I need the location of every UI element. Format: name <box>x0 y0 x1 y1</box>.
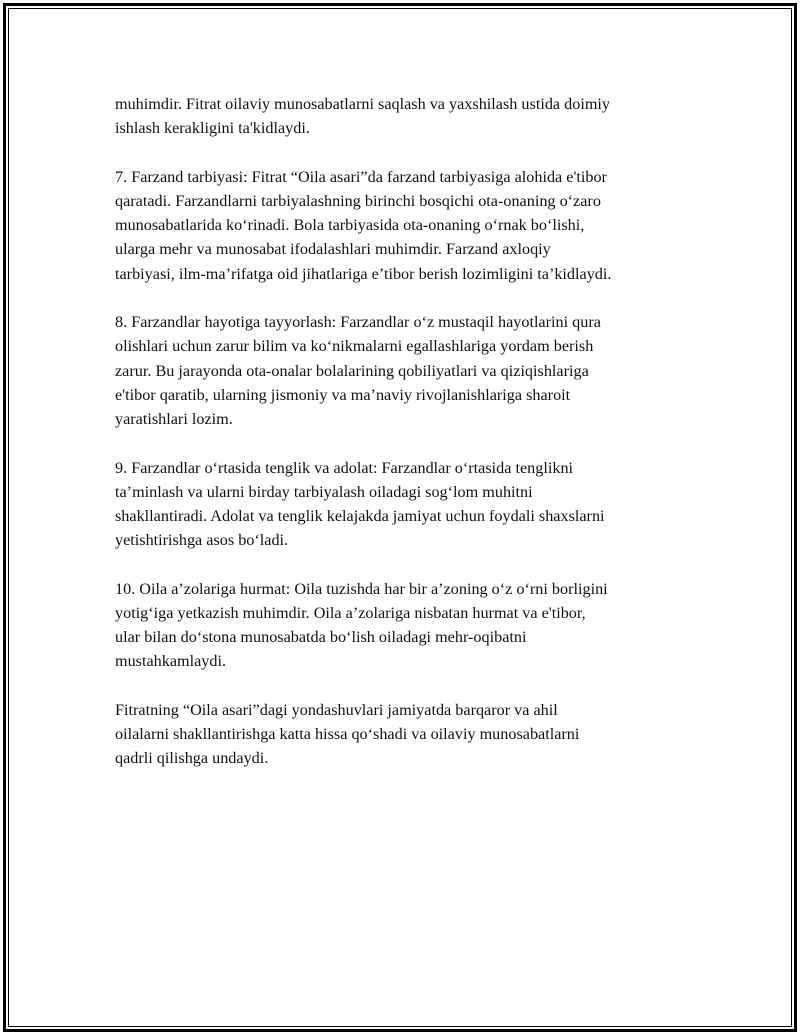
text-line: 7. Farzand tarbiyasi: Fitrat “Oila asari”da farzand tarbiyasiga alohida e'tibor <box>115 167 607 186</box>
text-line: qadrli qilishga undaydi. <box>115 749 269 768</box>
text-line: ularga mehr va munosabat ifodalashlari muhimdir. Farzand axloqiy <box>115 240 551 259</box>
text-line: muhimdir. Fitrat oilaviy munosabatlarni saqlash va yaxshilash ustida doimiy <box>115 95 611 113</box>
text-line: mustahkamlaydi. <box>115 652 227 671</box>
text-line: munosabatlarida ko‘rinadi. Bola tarbiyasida ota-onaning o‘rnak bo‘lishi, <box>115 216 585 235</box>
text-line: zarur. Bu jarayonda ota-onalar bolalarining qobiliyatlari va qiziqishlariga <box>115 361 589 380</box>
text-line: yetishtirishga asos bo‘ladi. <box>115 531 289 550</box>
text-line: qaratadi. Farzandlarni tarbiyalashning birinchi bosqichi ota-onaning o‘zaro <box>115 192 601 210</box>
text-line: 8. Farzandlar hayotiga tayyorlash: Farzandlar o‘z mustaqil hayotlarini qura <box>115 313 601 332</box>
text-line: ular bilan do‘stona munosabatda bo‘lish oiladagi mehr-oqibatni <box>115 628 527 647</box>
paragraph-farzandlar-hayotiga <box>115 310 695 431</box>
text-line: e'tibor qaratib, ularning jismoniy va ma’naviy rivojlanishlariga sharoit <box>115 385 571 404</box>
text-line: 9. Farzandlar o‘rtasida tenglik va adolat: Farzandlar o‘rtasida tenglikni <box>115 458 574 477</box>
paragraph-continuation <box>115 92 695 140</box>
paragraph-conclusion <box>115 698 695 771</box>
text-line: yaratishlari lozim. <box>115 410 233 429</box>
text-line: olishlari uchun zarur bilim va ko‘nikmalarni egallashlariga yordam berish <box>115 337 594 356</box>
text-line: ta’minlash va ularni birday tarbiyalash oiladagi sog‘lom muhitni <box>115 482 533 501</box>
text-line: oilalarni shakllantirishga katta hissa qo‘shadi va oilaviy munosabatlarni <box>115 725 580 744</box>
document-body <box>115 92 695 795</box>
text-line: ishlash kerakligini ta'kidlaydi. <box>115 119 310 138</box>
paragraph-tenglik-adolat <box>115 456 695 553</box>
text-line: Fitratning “Oila asari”dagi yondashuvlari jamiyatda barqaror va ahil <box>115 701 558 720</box>
text-line: tarbiyasi, ilm-ma’rifatga oid jihatlariga e’tibor berish lozimligini ta’kidlaydi. <box>115 264 612 283</box>
text-line: shakllantiradi. Adolat va tenglik kelajakda jamiyat uchun foydali shaxslarni <box>115 507 605 526</box>
text-line: yotig‘iga yetkazish muhimdir. Oila a’zolariga nisbatan hurmat va e'tibor, <box>115 604 586 623</box>
text-line: 10. Oila a’zolariga hurmat: Oila tuzishda har bir a’zoning o‘z o‘rni borligini <box>115 579 608 598</box>
paragraph-oila-azolariga <box>115 577 695 674</box>
paragraph-farzand-tarbiyasi <box>115 165 695 286</box>
